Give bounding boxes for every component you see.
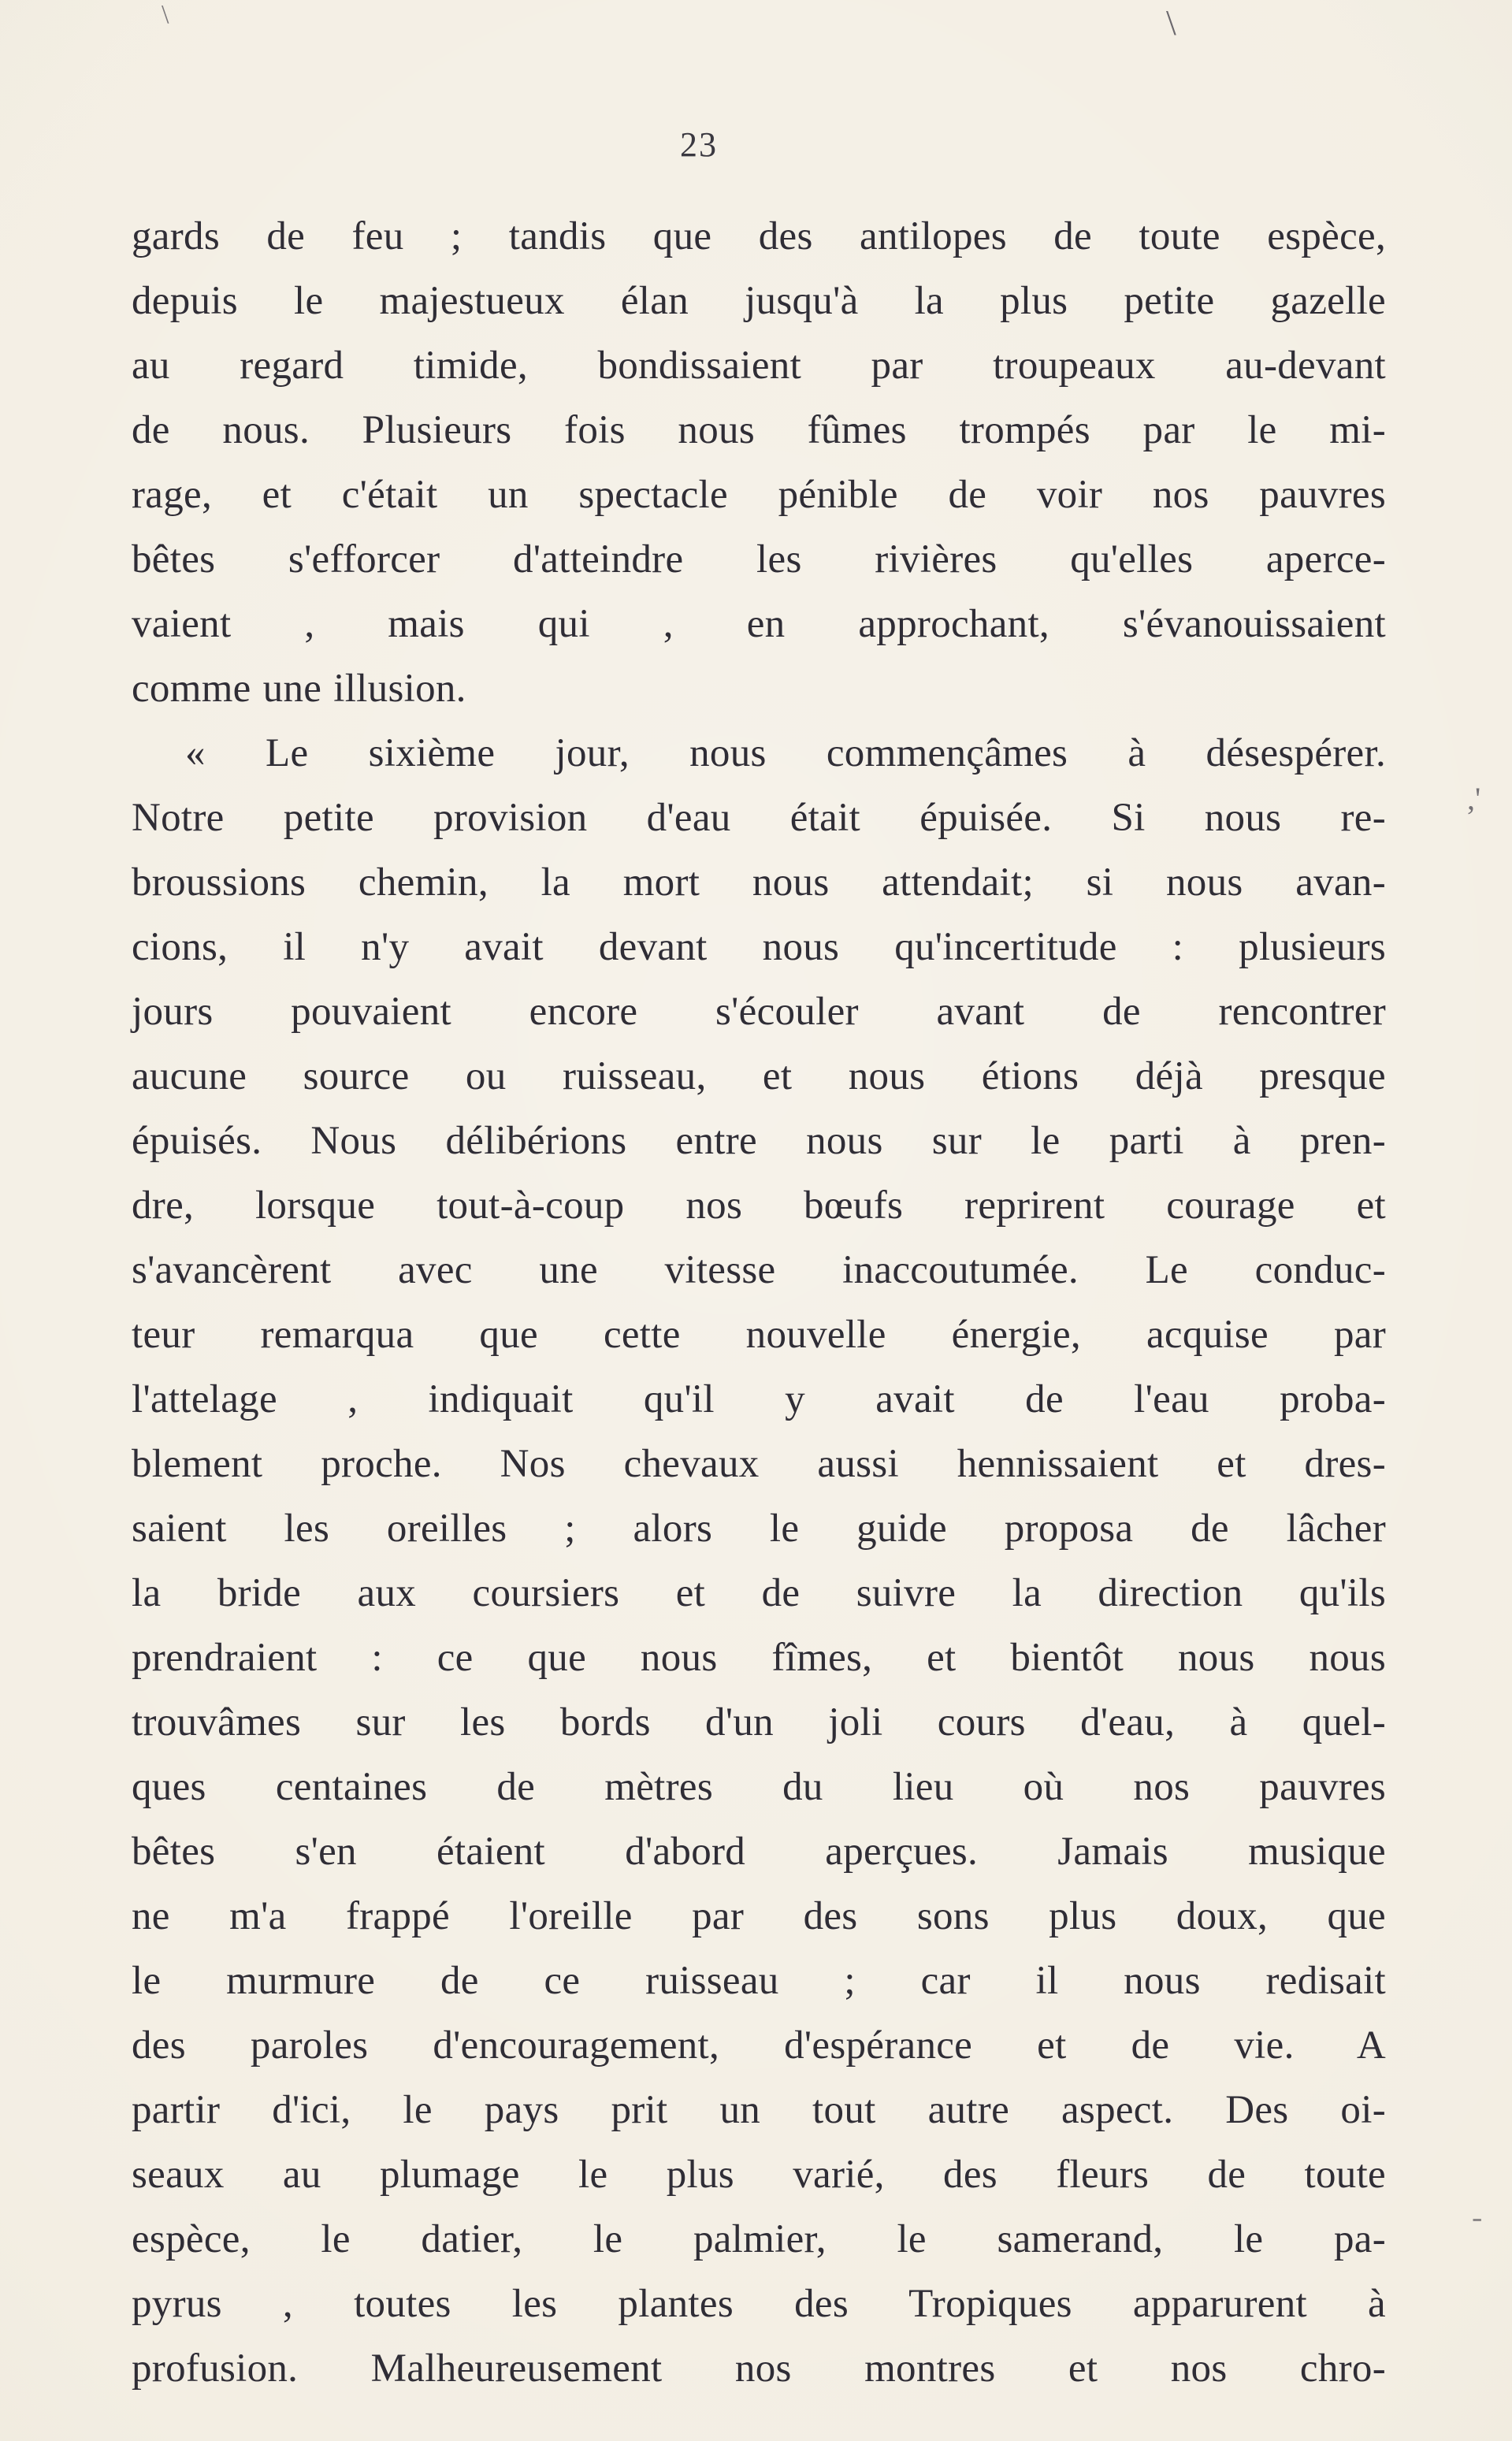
- text-line: des paroles d'encouragement, d'espérance et de vie. A: [132, 2023, 1386, 2068]
- text-line: broussions chemin, la mort nous attendait; si nous avan-: [132, 860, 1386, 905]
- text-line: saient les oreilles ; alors le guide proposa de lâcher: [132, 1507, 1386, 1551]
- text-line: au regard timide, bondissaient par troupeaux au-devant: [132, 344, 1386, 388]
- text-line: ques centaines de mètres du lieu où nos pauvres: [132, 1765, 1386, 1809]
- text-line: rage, et c'était un spectacle pénible de voir nos pauvres: [132, 473, 1386, 517]
- text-line: teur remarqua que cette nouvelle énergie, acquise par: [132, 1313, 1386, 1357]
- text-line: aucune source ou ruisseau, et nous étions déjà presque: [132, 1054, 1386, 1098]
- text-line: partir d'ici, le pays prit un tout autre aspect. Des oi-: [132, 2088, 1386, 2132]
- text-line: cions, il n'y avait devant nous qu'incertitude : plusieurs: [132, 925, 1386, 969]
- text-line: profusion. Malheureusement nos montres et nos chro-: [132, 2346, 1386, 2391]
- text-line-paragraph-end: comme une illusion.: [132, 667, 466, 711]
- text-line: trouvâmes sur les bords d'un joli cours d'eau, à quel-: [132, 1700, 1386, 1744]
- text-line-paragraph-start: « Le sixième jour, nous commençâmes à désespérer.: [185, 731, 1386, 775]
- text-line: l'attelage , indiquait qu'il y avait de l'eau proba-: [132, 1377, 1386, 1421]
- page-number: 23: [680, 125, 718, 164]
- text-line: bêtes s'en étaient d'abord aperçues. Jamais musique: [132, 1830, 1386, 1874]
- text-line: prendraient : ce que nous fîmes, et bientôt nous nous: [132, 1636, 1386, 1680]
- text-line: espèce, le datier, le palmier, le samerand, le pa-: [132, 2217, 1386, 2261]
- scan-artifact-top-left: \: [162, 0, 169, 29]
- text-line: blement proche. Nos chevaux aussi hennissaient et dres-: [132, 1442, 1386, 1486]
- text-line: de nous. Plusieurs fois nous fûmes trompés par le mi-: [132, 408, 1386, 452]
- scan-artifact-top-right: \: [1166, 2, 1176, 43]
- text-line: la bride aux coursiers et de suivre la direction qu'ils: [132, 1571, 1386, 1615]
- text-line: ne m'a frappé l'oreille par des sons plus doux, que: [132, 1894, 1386, 1938]
- text-line: bêtes s'efforcer d'atteindre les rivières qu'elles aperce-: [132, 537, 1386, 581]
- text-line: Notre petite provision d'eau était épuisée. Si nous re-: [132, 796, 1386, 840]
- text-line: dre, lorsque tout-à-coup nos bœufs reprirent courage et: [132, 1183, 1386, 1228]
- text-line: vaient , mais qui , en approchant, s'évanouissaient: [132, 602, 1386, 646]
- text-line: depuis le majestueux élan jusqu'à la plus petite gazelle: [132, 279, 1386, 323]
- text-line: jours pouvaient encore s'écouler avant de rencontrer: [132, 990, 1386, 1034]
- page-text-block: [132, 204, 1386, 2401]
- scan-artifact-right-margin: ,': [1467, 781, 1481, 816]
- text-line: pyrus , toutes les plantes des Tropiques apparurent à: [132, 2282, 1386, 2326]
- text-line: gards de feu ; tandis que des antilopes de toute espèce,: [132, 214, 1386, 258]
- text-line: seaux au plumage le plus varié, des fleurs de toute: [132, 2153, 1386, 2197]
- scan-artifact-right-dash: -: [1472, 2199, 1483, 2235]
- text-line: le murmure de ce ruisseau ; car il nous redisait: [132, 1959, 1386, 2003]
- text-line: épuisés. Nous délibérions entre nous sur le parti à pren-: [132, 1119, 1386, 1163]
- text-line: s'avancèrent avec une vitesse inaccoutumée. Le conduc-: [132, 1248, 1386, 1292]
